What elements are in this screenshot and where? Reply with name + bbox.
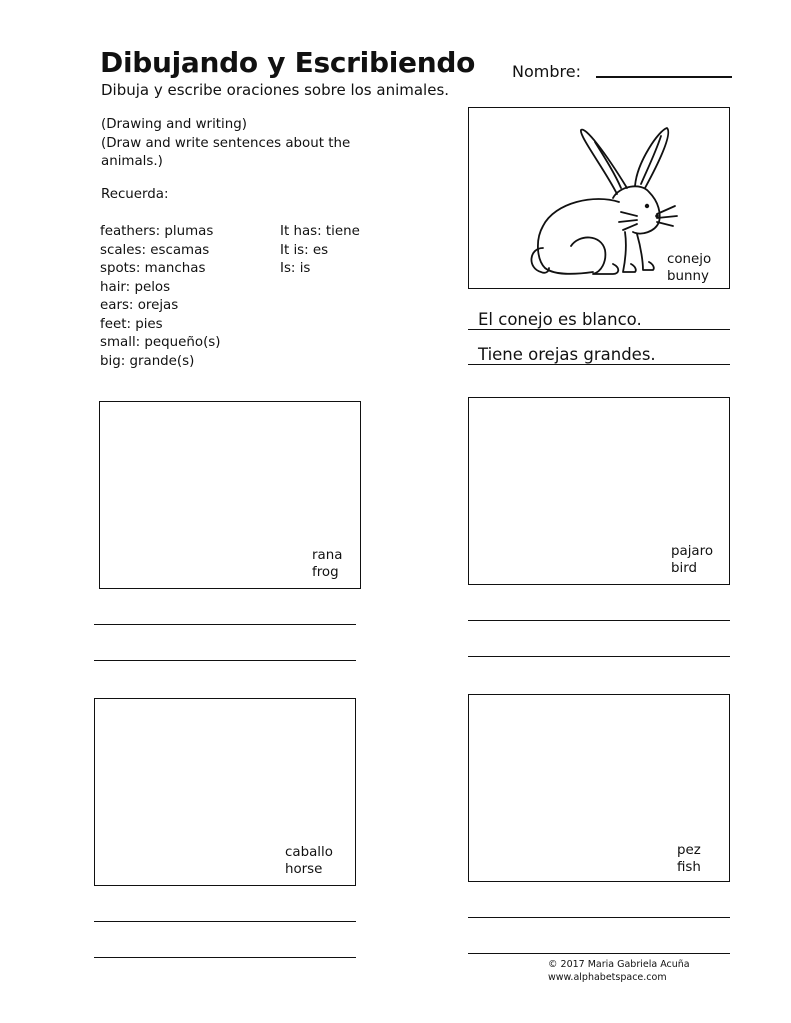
horse-label [285,845,333,878]
drawing-box-fish[interactable] [468,694,730,882]
bird-label [671,544,713,577]
frog-label-es: rana [312,548,343,563]
writing-line-bird[interactable] [468,656,730,657]
copyright: © 2017 Maria Gabriela Acuña [548,959,690,970]
vocab-item: small: pequeño(s) [100,335,221,350]
phrase-item: It has: tiene [280,224,360,239]
writing-line-fish[interactable] [468,917,730,918]
writing-line-frog[interactable] [94,660,356,661]
writing-line-bird[interactable] [468,620,730,621]
vocab-list [100,223,221,371]
footer [548,959,690,984]
page-subtitle: Dibuja y escribe oraciones sobre los animales. [101,81,450,99]
phrase-list [280,223,360,279]
drawing-box-horse[interactable] [94,698,356,886]
frog-label-en: frog [312,564,339,580]
horse-label-en: horse [285,861,323,877]
writing-line-horse[interactable] [94,957,356,958]
example-label-es: conejo [667,252,712,267]
writing-line-frog[interactable] [94,624,356,625]
instructions [101,116,401,172]
example-sentence-1: El conejo es blanco. [478,310,642,329]
website: www.alphabetspace.com [548,971,667,983]
vocab-item: hair: pelos [100,279,171,295]
vocab-item: big: grande(s) [100,353,195,369]
instructions-line: animals.) [101,154,163,169]
example-sentence-2: Tiene orejas grandes. [478,345,656,364]
recuerda-heading: Recuerda: [101,187,169,202]
vocab-item: feet: pies [100,316,163,332]
instructions-line: (Draw and write sentences about the [101,135,351,151]
drawing-box-bird[interactable] [468,397,730,585]
frog-label [312,548,342,581]
bird-label-es: pajaro [671,544,714,559]
example-writing-line [468,364,730,365]
drawing-box-frog[interactable] [99,401,361,589]
bird-label-en: bird [671,560,697,576]
name-label: Nombre: [512,62,581,81]
page-title: Dibujando y Escribiendo [100,46,476,79]
example-box [468,107,730,289]
horse-label-es: caballo [285,845,333,860]
fish-label-en: fish [677,859,701,875]
name-line[interactable] [596,76,732,78]
example-label [667,252,711,285]
phrase-item: Is: is [280,261,311,276]
bunny-illustration [509,122,679,282]
fish-label [677,843,701,876]
vocab-item: ears: orejas [100,298,179,313]
example-label-en: bunny [667,268,709,284]
writing-line-horse[interactable] [94,921,356,922]
fish-label-es: pez [677,843,701,858]
instructions-line: (Drawing and writing) [101,117,247,132]
vocab-item: scales: escamas [100,242,210,258]
writing-line-fish[interactable] [468,953,730,954]
phrase-item: It is: es [280,242,329,258]
example-writing-line [468,329,730,330]
vocab-item: spots: manchas [100,261,206,276]
vocab-item: feathers: plumas [100,224,214,239]
